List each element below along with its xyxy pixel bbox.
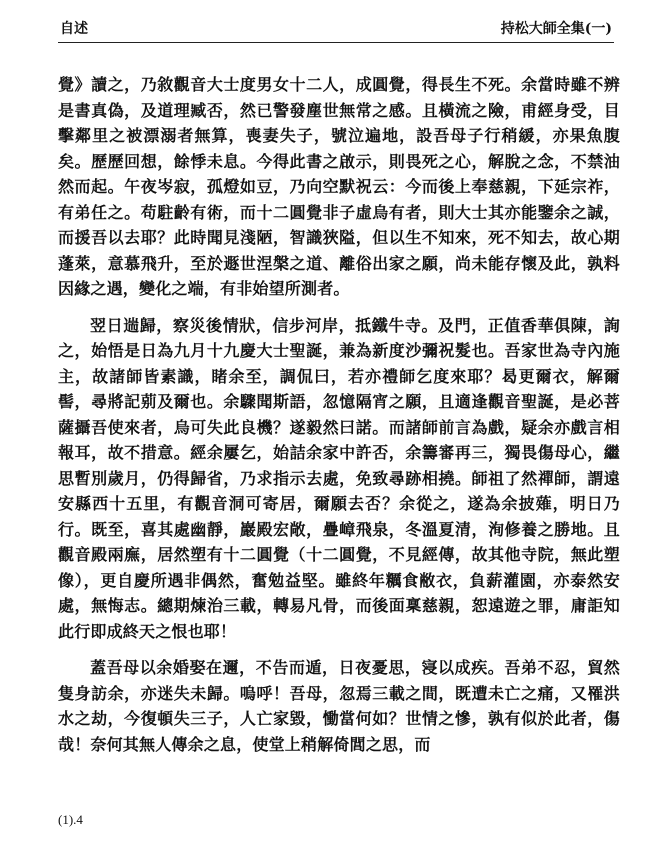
paragraph-1: 覺》讀之，乃敘觀音大士度男女十二人，成圓覺，得長生不死。余當時雖不辨是書真偽，及道理臧否，然已警發塵世無常之感。且橫流之險，甫經身受，目擊鄰里之被漂溺者無算，喪妻失子，號泣遍地，設吾母子行稍緩，亦果魚腹矣。歷歷回想，餘悸未息。今得此書之啟示，則畏死之心，解脫之念，不禁油然而起。午夜岑寂，孤燈如豆，乃向空默祝云：今而後上奉慈親，下延宗祚，有弟任之。苟駐齡有術，而十二圓覺非子虛烏有者，則大士其亦能鑒余之誠，而援吾以去耶？此時聞見淺陋，智識狹隘，但以生不知來，死不知去，故心期蓬萊，意慕飛升，至於遯世涅槃之道、離俗出家之願，尚未能存懷及此，孰料因緣之遇，變化之端，有非始望所測者。 — [58, 75, 620, 298]
section-title: 自述 — [60, 21, 88, 37]
body-text — [58, 72, 620, 757]
book-title: 持松大師全集(一) — [500, 21, 612, 37]
header-divider — [58, 42, 614, 43]
paragraph-2: 翌日遄歸，察災後情狀，信步河岸，抵鐵牛寺。及門，正值香華俱陳，詢之，始悟是日為九月十九慶大士聖誕，兼為新度沙彌祝髮也。吾家世為寺內施主，故諸師皆素識，睹余至，調侃曰，若亦禮師乞度來耶？曷更爾衣，解爾髻，尋將記莂及爾也。余驟聞斯語，忽憶隔宵之願，且適逢觀音聖誕，是必菩薩攝吾使來者，烏可失此良機？遂毅然曰諾。而諸師前言為戲，疑余亦戲言相報耳，故不措意。經余屢乞，始詰余家中許否，余籌審再三，獨畏傷母心，繼思暫別歲月，仍得歸省，乃求指示去處，免致尋跡相撓。師祖了然禪師，謂遠安縣西十五里，有觀音洞可寄居，爾願去否？余從之，遂為余披薙，明日乃行。既至，喜其處幽靜，巖殿宏敞，疊嶂飛泉，冬溫夏清，洵修養之勝地。且觀音殿兩廡，居然塑有十二圓覺（十二圓覺，不見經傳，故其他寺院，無此塑像），更自慶所遇非偶然，奮勉益堅。雖終年糲食敝衣，負薪灌園，亦泰然安處，無悔志。總期煉治三載，轉易凡骨，而後面稟慈親，恕遠遊之罪，庸詎知此行即成終天之恨也耶！ — [58, 315, 620, 641]
page-header — [60, 18, 612, 40]
page-number: (1).4 — [58, 812, 83, 827]
paragraph-3: 蓋吾母以余婚娶在邇，不告而遁，日夜憂思，寖以成疾。吾弟不忍，貿然隻身訪余，亦迷失未歸。嗚呼！吾母，忽焉三載之間，既遭未亡之痛，又罹洪水之劫，今復頓失三子，人亡家毀，慟當何如？世情之慘，孰有似於此者，傷哉！奈何其無人傳余之息，使堂上稍解倚閭之思，而 — [58, 658, 620, 754]
